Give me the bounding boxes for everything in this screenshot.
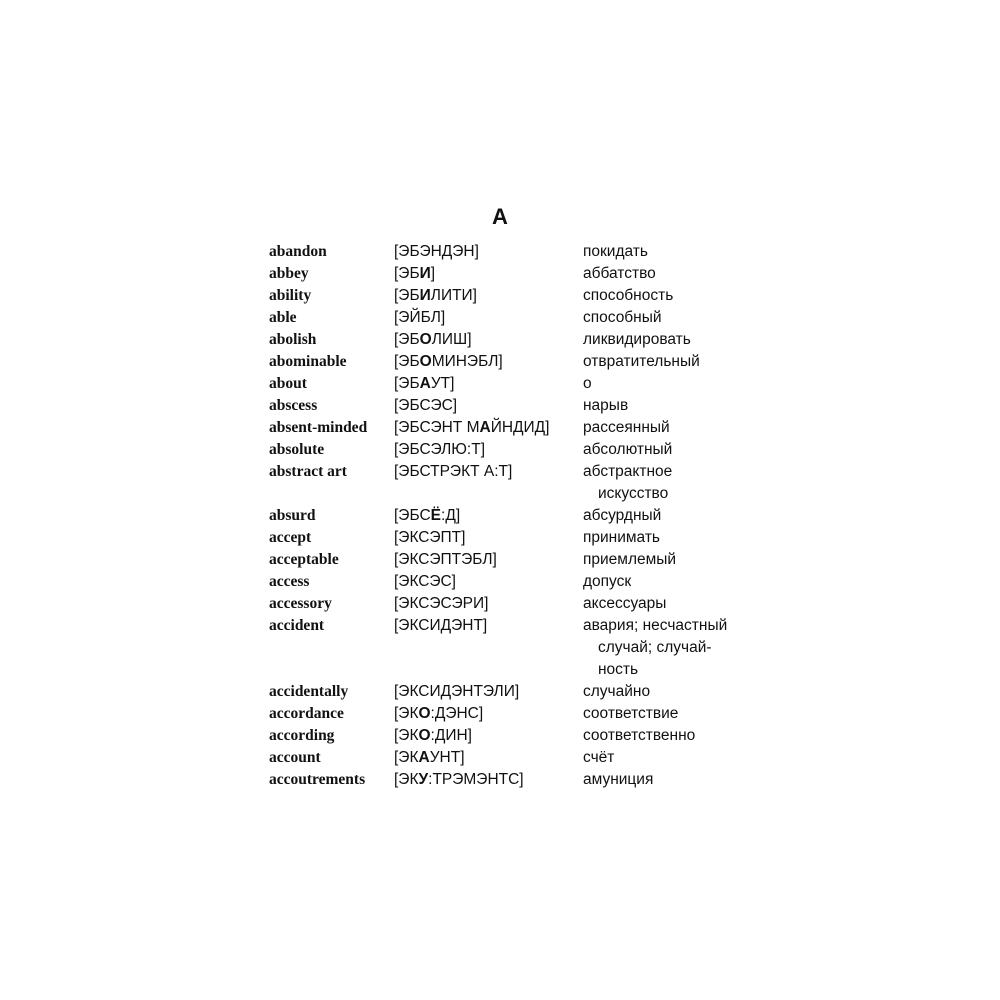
translation-line: счёт xyxy=(583,749,615,766)
translation-line: соответственно xyxy=(583,727,696,744)
dictionary-entry xyxy=(269,593,769,615)
entry-translation xyxy=(583,329,769,351)
pronunciation-segment: [ЭКСЭПТЭБЛ] xyxy=(394,551,497,568)
dictionary-entry xyxy=(269,263,769,285)
stressed-vowel: И xyxy=(419,265,431,282)
pronunciation-segment: УНТ] xyxy=(429,749,465,766)
pronunciation-segment: УТ] xyxy=(430,375,455,392)
entry-pronunciation xyxy=(394,725,583,747)
entry-pronunciation xyxy=(394,747,583,769)
stressed-vowel: О xyxy=(419,331,432,348)
entry-word: accidentally xyxy=(269,683,349,700)
translation-line: покидать xyxy=(583,243,648,260)
entry-pronunciation xyxy=(394,593,583,615)
translation-line: искусство xyxy=(598,485,669,502)
entry-pronunciation xyxy=(394,395,583,417)
pronunciation-segment: [ЭК xyxy=(394,749,419,766)
entry-word: according xyxy=(269,727,335,744)
pronunciation-segment: [ЭБЭНДЭН] xyxy=(394,243,479,260)
dictionary-entry xyxy=(269,329,769,351)
dictionary-entry xyxy=(269,571,769,593)
entry-word: abolish xyxy=(269,331,317,348)
translation-line: случай; случай- xyxy=(598,639,712,656)
entry-translation xyxy=(583,395,769,417)
translation-line: аксессуары xyxy=(583,595,667,612)
translation-line: о xyxy=(583,375,592,392)
stressed-vowel: А xyxy=(419,375,431,392)
dictionary-entry xyxy=(269,395,769,417)
dictionary-entry xyxy=(269,505,769,527)
translation-line: авария; несчастный xyxy=(583,617,728,634)
dictionary-entry xyxy=(269,417,769,439)
entry-translation xyxy=(583,593,769,615)
dictionary-entry xyxy=(269,439,769,461)
entry-pronunciation xyxy=(394,351,583,373)
translation-line: ликвидировать xyxy=(583,331,691,348)
pronunciation-segment: :ДИН] xyxy=(430,727,472,744)
dictionary-entry xyxy=(269,307,769,329)
entry-word: about xyxy=(269,375,307,392)
entry-translation xyxy=(583,747,769,769)
pronunciation-segment: [ЭБ xyxy=(394,265,420,282)
entry-translation xyxy=(583,725,769,747)
entry-word: account xyxy=(269,749,321,766)
translation-line: способность xyxy=(583,287,674,304)
pronunciation-segment: ЙНДИД] xyxy=(490,419,550,436)
entry-translation xyxy=(583,439,769,461)
stressed-vowel: А xyxy=(479,419,491,436)
translation-line: случайно xyxy=(583,683,651,700)
pronunciation-segment: :ДЭНС] xyxy=(430,705,484,722)
translation-line: отвратительный xyxy=(583,353,700,370)
entry-translation xyxy=(583,527,769,549)
dictionary-entry xyxy=(269,703,769,725)
entry-translation xyxy=(583,769,769,791)
pronunciation-segment: [ЭБ xyxy=(394,375,420,392)
pronunciation-segment: ] xyxy=(430,265,436,282)
stressed-vowel: А xyxy=(418,749,430,766)
entry-pronunciation xyxy=(394,263,583,285)
stressed-vowel: Ё xyxy=(430,507,442,524)
entry-word: absent-minded xyxy=(269,419,368,436)
translation-line: приемлемый xyxy=(583,551,677,568)
entry-pronunciation xyxy=(394,329,583,351)
entry-pronunciation xyxy=(394,571,583,593)
entry-pronunciation xyxy=(394,373,583,395)
pronunciation-segment: :ТРЭМЭНТС] xyxy=(428,771,524,788)
translation-line: принимать xyxy=(583,529,661,546)
entry-translation xyxy=(583,571,769,593)
pronunciation-segment: [ЭБ xyxy=(394,353,420,370)
pronunciation-segment: [ЭКСЭС] xyxy=(394,573,456,590)
dictionary-entry xyxy=(269,527,769,549)
entry-pronunciation xyxy=(394,703,583,725)
stressed-vowel: О xyxy=(418,727,431,744)
translation-line: рассеянный xyxy=(583,419,670,436)
translation-line: допуск xyxy=(583,573,632,590)
entry-word: abbey xyxy=(269,265,309,282)
pronunciation-segment: [ЭКСИДЭНТЭЛИ] xyxy=(394,683,520,700)
entry-word: accordance xyxy=(269,705,344,722)
dictionary-entry xyxy=(269,549,769,571)
entry-pronunciation xyxy=(394,241,583,263)
pronunciation-segment: [ЭКСЭСЭРИ] xyxy=(394,595,489,612)
entry-translation xyxy=(583,373,769,395)
entry-word: access xyxy=(269,573,310,590)
entry-translation xyxy=(583,285,769,307)
pronunciation-segment: [ЭКСИДЭНТ] xyxy=(394,617,488,634)
dictionary-entry xyxy=(269,769,769,791)
entry-pronunciation xyxy=(394,549,583,571)
entry-word: abominable xyxy=(269,353,347,370)
pronunciation-segment: [ЭК xyxy=(394,705,419,722)
pronunciation-segment: ЛИШ] xyxy=(431,331,472,348)
entry-word: abandon xyxy=(269,243,327,260)
entry-pronunciation xyxy=(394,527,583,549)
pronunciation-segment: [ЭБС xyxy=(394,507,431,524)
entry-word: able xyxy=(269,309,297,326)
translation-line: соответствие xyxy=(583,705,679,722)
dictionary-entry xyxy=(269,747,769,769)
pronunciation-segment: :Д] xyxy=(441,507,461,524)
dictionary-entry xyxy=(269,285,769,307)
pronunciation-segment: [ЭЙБЛ] xyxy=(394,309,446,326)
pronunciation-segment: [ЭКСЭПТ] xyxy=(394,529,466,546)
pronunciation-segment: [ЭБ xyxy=(394,287,420,304)
translation-line: амуниция xyxy=(583,771,654,788)
entry-pronunciation xyxy=(394,615,583,637)
entry-pronunciation xyxy=(394,769,583,791)
dictionary-entry xyxy=(269,725,769,747)
entry-translation xyxy=(583,351,769,373)
entry-translation xyxy=(583,703,769,725)
dictionary-entry xyxy=(269,241,769,263)
dictionary-entry xyxy=(269,681,769,703)
pronunciation-segment: МИНЭБЛ] xyxy=(431,353,503,370)
entry-pronunciation xyxy=(394,461,583,483)
pronunciation-segment: [ЭК xyxy=(394,771,419,788)
entry-translation xyxy=(583,615,769,681)
stressed-vowel: У xyxy=(418,771,429,788)
entry-translation xyxy=(583,241,769,263)
entry-pronunciation xyxy=(394,439,583,461)
entry-word: accessory xyxy=(269,595,332,612)
entry-pronunciation xyxy=(394,681,583,703)
entry-translation xyxy=(583,461,769,505)
dictionary-entry xyxy=(269,461,769,505)
translation-line: ность xyxy=(598,661,639,678)
entry-word: accident xyxy=(269,617,325,634)
dictionary-entry xyxy=(269,615,769,681)
entry-word: ability xyxy=(269,287,312,304)
entry-translation xyxy=(583,505,769,527)
entry-word: accept xyxy=(269,529,312,546)
translation-line: абсолютный xyxy=(583,441,673,458)
stressed-vowel: О xyxy=(418,705,431,722)
entry-word: absolute xyxy=(269,441,325,458)
pronunciation-segment: [ЭК xyxy=(394,727,419,744)
pronunciation-segment: [ЭБСЭС] xyxy=(394,397,458,414)
pronunciation-segment: [ЭБСЭНТ М xyxy=(394,419,480,436)
section-letter-heading: A xyxy=(492,204,508,229)
stressed-vowel: О xyxy=(419,353,432,370)
entry-translation xyxy=(583,417,769,439)
dictionary-entry xyxy=(269,351,769,373)
pronunciation-segment: [ЭБСЭЛЮ:Т] xyxy=(394,441,486,458)
entry-translation xyxy=(583,307,769,329)
entry-pronunciation xyxy=(394,505,583,527)
translation-line: абстрактное xyxy=(583,463,673,480)
entry-word: absurd xyxy=(269,507,316,524)
entry-word: abscess xyxy=(269,397,318,414)
entry-word: acceptable xyxy=(269,551,339,568)
entry-translation xyxy=(583,263,769,285)
entry-word: accoutrements xyxy=(269,771,366,788)
translation-line: нарыв xyxy=(583,397,629,414)
translation-line: абсурдный xyxy=(583,507,662,524)
dictionary-entry-list xyxy=(269,241,769,791)
entry-translation xyxy=(583,681,769,703)
translation-line: аббатство xyxy=(583,265,656,282)
entry-pronunciation xyxy=(394,417,583,439)
entry-translation xyxy=(583,549,769,571)
entry-pronunciation xyxy=(394,285,583,307)
dictionary-entry xyxy=(269,373,769,395)
translation-line: способный xyxy=(583,309,662,326)
entry-word: abstract art xyxy=(269,463,347,480)
stressed-vowel: И xyxy=(419,287,431,304)
pronunciation-segment: ЛИТИ] xyxy=(430,287,477,304)
entry-pronunciation xyxy=(394,307,583,329)
pronunciation-segment: [ЭБСТРЭКТ А:Т] xyxy=(394,463,513,480)
pronunciation-segment: [ЭБ xyxy=(394,331,420,348)
